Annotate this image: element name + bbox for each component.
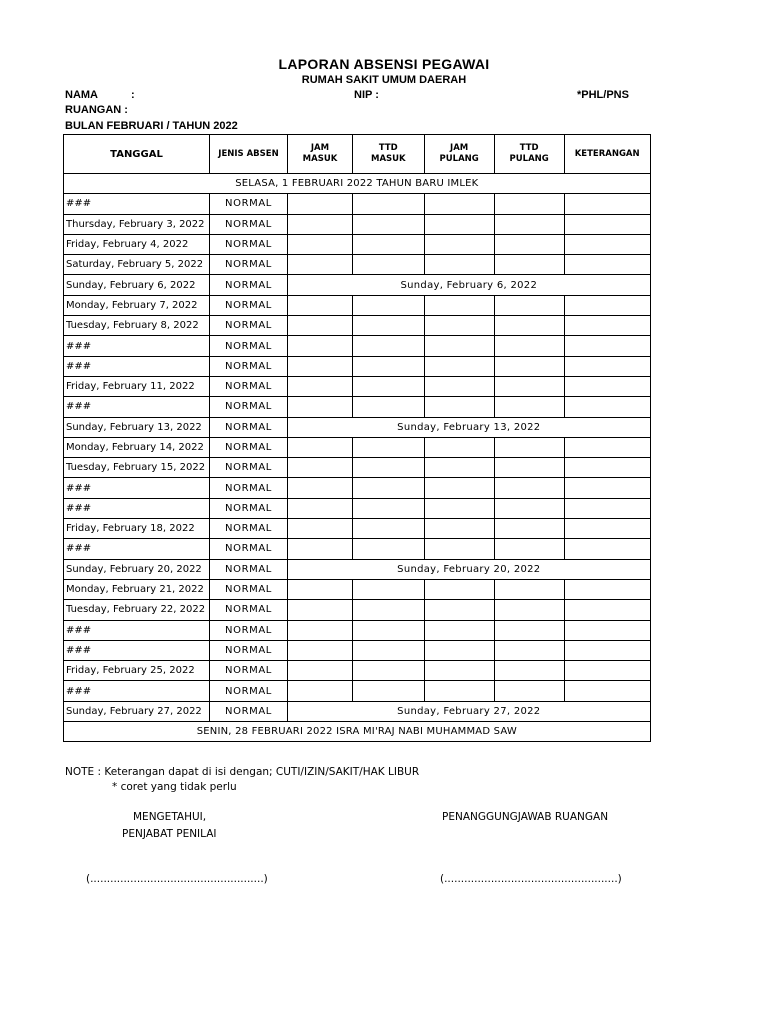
nama-colon: : (131, 89, 135, 101)
jam-pulang-cell[interactable] (424, 661, 494, 681)
jam-pulang-cell[interactable] (424, 640, 494, 660)
ttd-pulang-cell[interactable] (494, 336, 564, 356)
table-row (64, 681, 651, 701)
jam-pulang-cell[interactable] (424, 539, 494, 559)
jam-masuk-cell[interactable] (288, 478, 353, 498)
ttd-masuk-cell[interactable] (353, 255, 425, 275)
keterangan-cell[interactable] (564, 397, 650, 417)
jam-pulang-cell[interactable] (424, 295, 494, 315)
keterangan-cell[interactable] (564, 600, 650, 620)
jam-pulang-cell[interactable] (424, 579, 494, 599)
jam-pulang-cell[interactable] (424, 397, 494, 417)
hospital-name: RUMAH SAKIT UMUM DAERAH (301, 74, 467, 86)
ttd-masuk-cell[interactable] (353, 194, 425, 214)
keterangan-cell[interactable] (564, 539, 650, 559)
keterangan-cell[interactable] (564, 681, 650, 701)
date-cell: ### (64, 681, 210, 701)
ttd-pulang-cell[interactable] (494, 356, 564, 376)
col-jam-pulang: JAM PULANG (424, 135, 494, 174)
ttd-masuk-cell[interactable] (353, 579, 425, 599)
ttd-pulang-cell[interactable] (494, 458, 564, 478)
ttd-pulang-cell[interactable] (494, 397, 564, 417)
ttd-masuk-cell[interactable] (353, 661, 425, 681)
date-cell: ### (64, 539, 210, 559)
ttd-pulang-cell[interactable] (494, 640, 564, 660)
ttd-masuk-cell[interactable] (353, 478, 425, 498)
date-cell: Monday, February 7, 2022 (64, 295, 210, 315)
keterangan-cell[interactable] (564, 376, 650, 396)
sunday-merged-cell: Sunday, February 13, 2022 (288, 417, 651, 437)
date-cell: Thursday, February 3, 2022 (64, 214, 210, 234)
jenis-absen-cell: NORMAL (210, 417, 288, 437)
jenis-absen-cell: NORMAL (210, 458, 288, 478)
ttd-masuk-cell[interactable] (353, 214, 425, 234)
date-cell: ### (64, 336, 210, 356)
jam-pulang-cell[interactable] (424, 478, 494, 498)
keterangan-cell[interactable] (564, 316, 650, 336)
ttd-masuk-cell[interactable] (353, 600, 425, 620)
date-cell: Tuesday, February 22, 2022 (64, 600, 210, 620)
keterangan-cell[interactable] (564, 336, 650, 356)
ttd-pulang-cell[interactable] (494, 437, 564, 457)
jam-pulang-cell[interactable] (424, 600, 494, 620)
ttd-masuk-cell[interactable] (353, 620, 425, 640)
holiday-row (64, 722, 651, 742)
jenis-absen-cell: NORMAL (210, 194, 288, 214)
table-row (64, 539, 651, 559)
period-label: BULAN FEBRUARI / TAHUN 2022 (65, 120, 238, 132)
ttd-pulang-cell[interactable] (494, 620, 564, 640)
keterangan-cell[interactable] (564, 478, 650, 498)
table-row (64, 579, 651, 599)
jam-pulang-cell[interactable] (424, 214, 494, 234)
jam-masuk-cell[interactable] (288, 498, 353, 518)
jenis-absen-cell: NORMAL (210, 661, 288, 681)
date-cell: ### (64, 194, 210, 214)
sunday-merged-cell: Sunday, February 27, 2022 (288, 701, 651, 721)
jam-pulang-cell[interactable] (424, 356, 494, 376)
ttd-masuk-cell[interactable] (353, 519, 425, 539)
date-cell: Monday, February 14, 2022 (64, 437, 210, 457)
jam-pulang-cell[interactable] (424, 620, 494, 640)
table-row (64, 559, 651, 579)
jam-masuk-cell[interactable] (288, 519, 353, 539)
table-row (64, 397, 651, 417)
jam-pulang-cell[interactable] (424, 194, 494, 214)
jenis-absen-cell: NORMAL (210, 539, 288, 559)
ttd-pulang-cell[interactable] (494, 681, 564, 701)
ttd-masuk-cell[interactable] (353, 498, 425, 518)
jam-masuk-cell[interactable] (288, 458, 353, 478)
jam-masuk-cell[interactable] (288, 316, 353, 336)
ttd-masuk-cell[interactable] (353, 437, 425, 457)
keterangan-cell[interactable] (564, 437, 650, 457)
jam-masuk-cell[interactable] (288, 214, 353, 234)
ttd-pulang-cell[interactable] (494, 194, 564, 214)
jam-masuk-cell[interactable] (288, 336, 353, 356)
date-cell: Friday, February 18, 2022 (64, 519, 210, 539)
keterangan-cell[interactable] (564, 519, 650, 539)
keterangan-cell[interactable] (564, 458, 650, 478)
jenis-absen-cell: NORMAL (210, 640, 288, 660)
col-ttd-masuk: TTD MASUK (353, 135, 425, 174)
attendance-table (63, 134, 651, 742)
ttd-masuk-cell[interactable] (353, 640, 425, 660)
status-label: *PHL/PNS (577, 89, 629, 101)
keterangan-cell[interactable] (564, 194, 650, 214)
ttd-pulang-cell[interactable] (494, 498, 564, 518)
jenis-absen-cell: NORMAL (210, 579, 288, 599)
table-row (64, 458, 651, 478)
ttd-pulang-cell[interactable] (494, 600, 564, 620)
date-cell: Sunday, February 13, 2022 (64, 417, 210, 437)
table-row (64, 214, 651, 234)
sunday-merged-cell: Sunday, February 6, 2022 (288, 275, 651, 295)
table-row (64, 519, 651, 539)
keterangan-cell[interactable] (564, 214, 650, 234)
jenis-absen-cell: NORMAL (210, 600, 288, 620)
ttd-masuk-cell[interactable] (353, 356, 425, 376)
jenis-absen-cell: NORMAL (210, 559, 288, 579)
jam-masuk-cell[interactable] (288, 295, 353, 315)
sign-left-blank: (....................................................) (86, 873, 268, 885)
date-cell: Tuesday, February 15, 2022 (64, 458, 210, 478)
date-cell: Sunday, February 20, 2022 (64, 559, 210, 579)
jam-pulang-cell[interactable] (424, 376, 494, 396)
sunday-merged-cell: Sunday, February 20, 2022 (288, 559, 651, 579)
ruangan-label: RUANGAN : (65, 104, 128, 116)
jenis-absen-cell: NORMAL (210, 620, 288, 640)
jam-pulang-cell[interactable] (424, 336, 494, 356)
col-jenis-absen: JENIS ABSEN (210, 135, 288, 174)
jam-masuk-cell[interactable] (288, 255, 353, 275)
keterangan-cell[interactable] (564, 498, 650, 518)
jam-pulang-cell[interactable] (424, 437, 494, 457)
ttd-pulang-cell[interactable] (494, 661, 564, 681)
jenis-absen-cell: NORMAL (210, 295, 288, 315)
jam-pulang-cell[interactable] (424, 255, 494, 275)
jam-pulang-cell[interactable] (424, 681, 494, 701)
report-title: LAPORAN ABSENSI PEGAWAI (278, 56, 490, 72)
ttd-pulang-cell[interactable] (494, 255, 564, 275)
jam-pulang-cell[interactable] (424, 234, 494, 254)
jam-masuk-cell[interactable] (288, 397, 353, 417)
jam-masuk-cell[interactable] (288, 600, 353, 620)
table-row (64, 376, 651, 396)
jenis-absen-cell: NORMAL (210, 437, 288, 457)
table-row (64, 255, 651, 275)
keterangan-cell[interactable] (564, 640, 650, 660)
date-cell: ### (64, 498, 210, 518)
jenis-absen-cell: NORMAL (210, 397, 288, 417)
jenis-absen-cell: NORMAL (210, 478, 288, 498)
date-cell: ### (64, 620, 210, 640)
jam-masuk-cell[interactable] (288, 579, 353, 599)
ttd-pulang-cell[interactable] (494, 519, 564, 539)
table-row (64, 234, 651, 254)
note-strike: * coret yang tidak perlu (112, 781, 237, 793)
jam-pulang-cell[interactable] (424, 316, 494, 336)
table-row (64, 640, 651, 660)
jenis-absen-cell: NORMAL (210, 336, 288, 356)
keterangan-cell[interactable] (564, 255, 650, 275)
table-row (64, 356, 651, 376)
ttd-pulang-cell[interactable] (494, 579, 564, 599)
holiday-row (64, 174, 651, 194)
ttd-pulang-cell[interactable] (494, 316, 564, 336)
ttd-masuk-cell[interactable] (353, 397, 425, 417)
jam-masuk-cell[interactable] (288, 376, 353, 396)
table-row (64, 194, 651, 214)
date-cell: Sunday, February 27, 2022 (64, 701, 210, 721)
sign-left-title: MENGETAHUI, (133, 811, 207, 823)
col-tanggal: TANGGAL (64, 135, 210, 174)
keterangan-cell[interactable] (564, 620, 650, 640)
keterangan-cell[interactable] (564, 661, 650, 681)
col-ttd-pulang: TTD PULANG (494, 135, 564, 174)
ttd-masuk-cell[interactable] (353, 376, 425, 396)
table-row (64, 701, 651, 721)
jenis-absen-cell: NORMAL (210, 701, 288, 721)
holiday-imlek: SELASA, 1 FEBRUARI 2022 TAHUN BARU IMLEK (64, 174, 651, 194)
holiday-isra-miraj: SENIN, 28 FEBRUARI 2022 ISRA MI'RAJ NABI MUHAMMAD SAW (64, 722, 651, 742)
ttd-pulang-cell[interactable] (494, 295, 564, 315)
table-row (64, 600, 651, 620)
jam-masuk-cell[interactable] (288, 539, 353, 559)
jenis-absen-cell: NORMAL (210, 214, 288, 234)
date-cell: Friday, February 4, 2022 (64, 234, 210, 254)
jenis-absen-cell: NORMAL (210, 681, 288, 701)
date-cell: ### (64, 397, 210, 417)
jam-masuk-cell[interactable] (288, 194, 353, 214)
date-cell: Friday, February 25, 2022 (64, 661, 210, 681)
date-cell: Monday, February 21, 2022 (64, 579, 210, 599)
ttd-masuk-cell[interactable] (353, 681, 425, 701)
keterangan-cell[interactable] (564, 579, 650, 599)
ttd-masuk-cell[interactable] (353, 336, 425, 356)
date-cell: Saturday, February 5, 2022 (64, 255, 210, 275)
jenis-absen-cell: NORMAL (210, 275, 288, 295)
table-header-row (64, 135, 651, 174)
sign-right-title: PENANGGUNGJAWAB RUANGAN (442, 811, 609, 823)
ttd-masuk-cell[interactable] (353, 316, 425, 336)
col-jam-masuk: JAM MASUK (288, 135, 353, 174)
jam-pulang-cell[interactable] (424, 519, 494, 539)
date-cell: Sunday, February 6, 2022 (64, 275, 210, 295)
date-cell: Tuesday, February 8, 2022 (64, 316, 210, 336)
jenis-absen-cell: NORMAL (210, 316, 288, 336)
jam-masuk-cell[interactable] (288, 661, 353, 681)
jam-pulang-cell[interactable] (424, 458, 494, 478)
table-row (64, 498, 651, 518)
table-row (64, 336, 651, 356)
jam-masuk-cell[interactable] (288, 356, 353, 376)
table-row (64, 275, 651, 295)
ttd-pulang-cell[interactable] (494, 376, 564, 396)
ttd-pulang-cell[interactable] (494, 478, 564, 498)
nama-label: NAMA (65, 89, 98, 101)
table-row (64, 478, 651, 498)
table-row (64, 620, 651, 640)
jam-masuk-cell[interactable] (288, 620, 353, 640)
jam-masuk-cell[interactable] (288, 437, 353, 457)
sign-right-blank: (....................................................) (440, 873, 622, 885)
nip-label: NIP : (354, 89, 379, 101)
date-cell: Friday, February 11, 2022 (64, 376, 210, 396)
keterangan-cell[interactable] (564, 356, 650, 376)
date-cell: ### (64, 640, 210, 660)
table-row (64, 417, 651, 437)
table-row (64, 295, 651, 315)
table-row (64, 437, 651, 457)
ttd-masuk-cell[interactable] (353, 539, 425, 559)
jenis-absen-cell: NORMAL (210, 356, 288, 376)
ttd-pulang-cell[interactable] (494, 234, 564, 254)
jam-masuk-cell[interactable] (288, 640, 353, 660)
jenis-absen-cell: NORMAL (210, 519, 288, 539)
note-text: NOTE : Keterangan dapat di isi dengan; CUTI/IZIN/SAKIT/HAK LIBUR (65, 766, 420, 778)
jenis-absen-cell: NORMAL (210, 255, 288, 275)
date-cell: ### (64, 478, 210, 498)
jenis-absen-cell: NORMAL (210, 498, 288, 518)
table-row (64, 316, 651, 336)
jam-masuk-cell[interactable] (288, 681, 353, 701)
jam-pulang-cell[interactable] (424, 498, 494, 518)
sign-left-role: PENJABAT PENILAI (122, 828, 217, 840)
ttd-pulang-cell[interactable] (494, 539, 564, 559)
jenis-absen-cell: NORMAL (210, 234, 288, 254)
ttd-pulang-cell[interactable] (494, 214, 564, 234)
jenis-absen-cell: NORMAL (210, 376, 288, 396)
date-cell: ### (64, 356, 210, 376)
ttd-masuk-cell[interactable] (353, 458, 425, 478)
col-keterangan: KETERANGAN (564, 135, 650, 174)
ttd-masuk-cell[interactable] (353, 295, 425, 315)
ttd-masuk-cell[interactable] (353, 234, 425, 254)
table-row (64, 661, 651, 681)
keterangan-cell[interactable] (564, 295, 650, 315)
keterangan-cell[interactable] (564, 234, 650, 254)
jam-masuk-cell[interactable] (288, 234, 353, 254)
